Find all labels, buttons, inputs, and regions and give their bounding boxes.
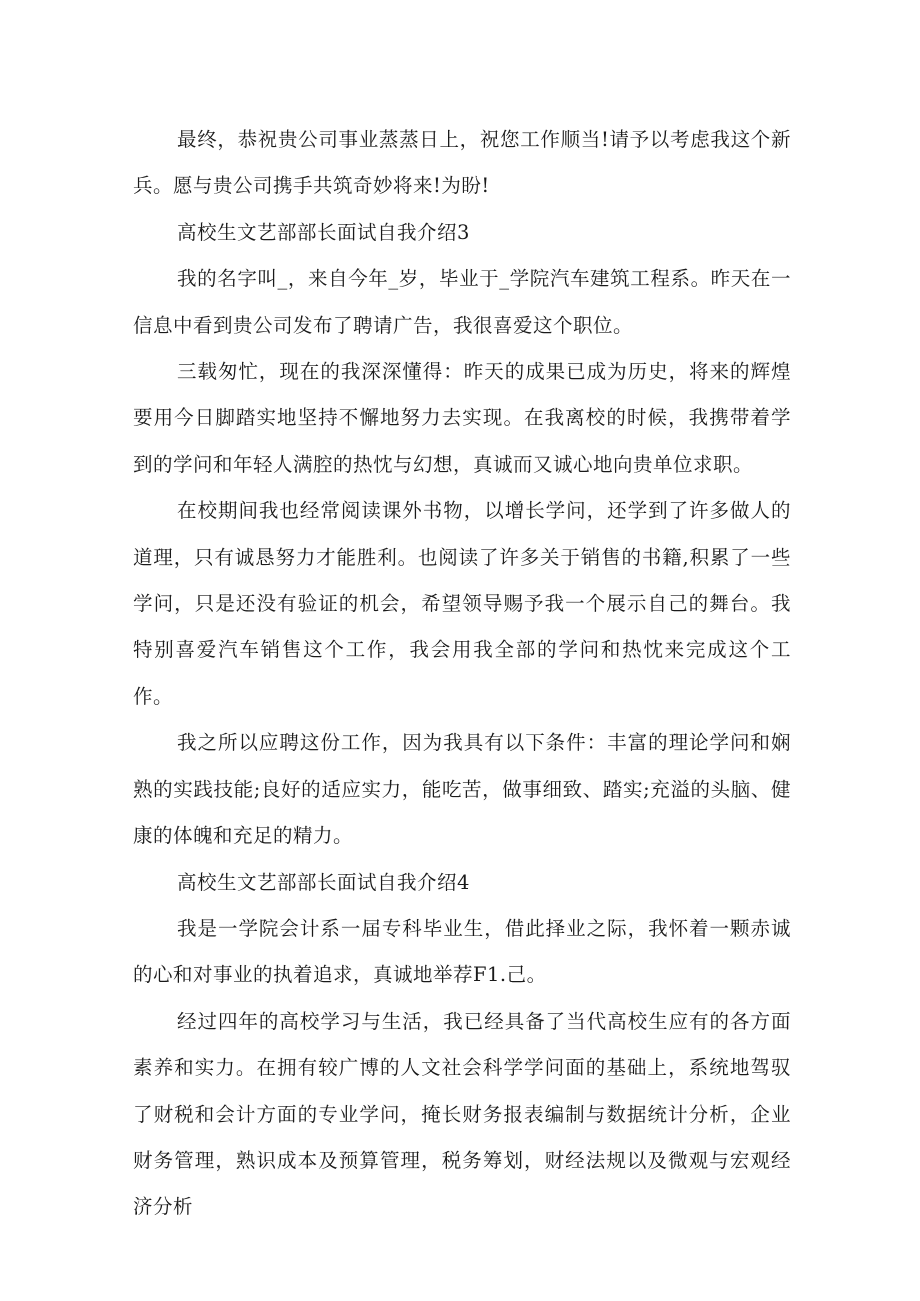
section-heading-3: 高校生文艺部部长面试自我介绍3 [177,220,470,244]
paragraph-three-years: 三载匆忙，现在的我深深懂得：昨天的成果已成为历史，将来的辉煌要用今日脚踏实地坚持不懈地努力去实现。在我离校的时候，我携带着学到的学问和年轻人满腔的热忱与幻想，真诚而又诚心地向贵单位求职。 [133,360,791,476]
section-heading-4: 高校生文艺部部长面试自我介绍4 [177,870,470,894]
paragraph-conditions: 我之所以应聘这份工作，因为我具有以下条件：丰富的理论学问和娴熟的实践技能;良好的适应实力，能吃苦，做事细致、踏实;充溢的头脑、健康的体魄和充足的精力。 [133,731,791,848]
paragraph-closing: 最终，恭祝贵公司事业蒸蒸日上，祝您工作顺当!请予以考虑我这个新兵。愿与贵公司携手共筑奇妙将来!为盼! [133,128,791,198]
paragraph-four-years: 经过四年的高校学习与生活，我已经具备了当代高校生应有的各方面素养和实力。在拥有较广博的人文社会科学学问面的基础上，系统地驾驭了财税和会计方面的专业学问，掩长财务报表编制与数据统计分析，企业财务管理，熟识成本及预算管理，税务筹划，财经法规以及微观与宏观经济分析 [133,1009,791,1219]
paragraph-intro-3: 我的名字叫_，来自今年_岁，毕业于_学院汽车建筑工程系。昨天在一信息中看到贵公司发布了聘请广告，我很喜爱这个职位。 [133,267,791,337]
paragraph-intro-4: 我是一学院会计系一届专科毕业生，借此择业之际，我怀着一颗赤诚的心和对事业的执着追求，真诚地举荐F1.己。 [133,916,791,987]
document-page [133,117,791,1231]
paragraph-school-reading: 在校期间我也经常阅读课外书物，以增长学问，还学到了许多做人的道理，只有诚恳努力才能胜利。也阅读了许多关于销售的书籍,积累了一些学问，只是还没有验证的机会，希望领导赐予我一个展示自己的舞台。我特别喜爱汽车销售这个工作，我会用我全部的学问和热忱来完成这个工作。 [133,499,791,708]
